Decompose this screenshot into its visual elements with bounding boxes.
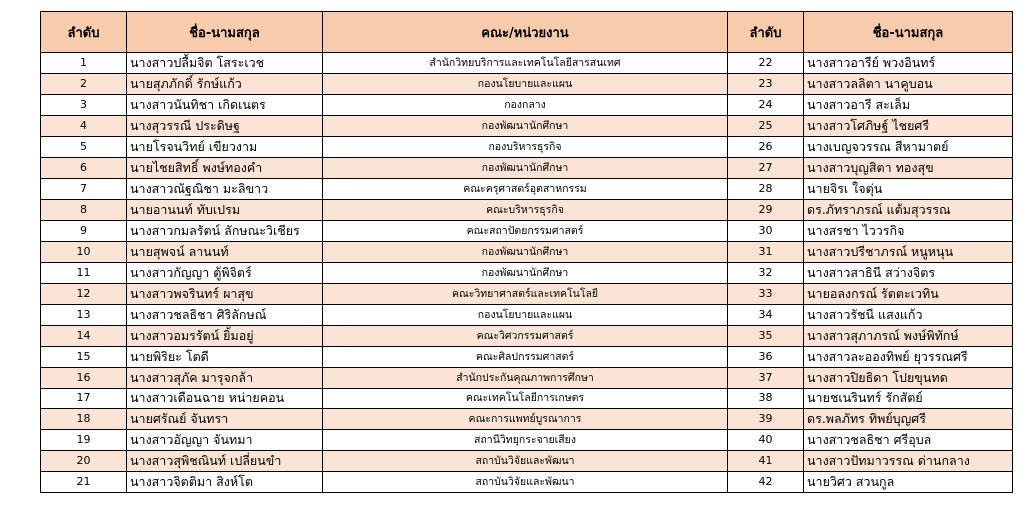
table-row xyxy=(41,241,1013,262)
row-name-left: นายอานนท์ ทับเปรม xyxy=(127,199,323,220)
row-department: กองบริหารธุรกิจ xyxy=(323,136,728,157)
row-order-left: 11 xyxy=(41,262,127,283)
row-department: สถานีวิทยุกระจายเสียง xyxy=(323,430,728,451)
row-order-left: 21 xyxy=(41,472,127,493)
row-order-left: 7 xyxy=(41,178,127,199)
row-order-right: 35 xyxy=(728,325,804,346)
row-order-left: 4 xyxy=(41,115,127,136)
header-name-right: ชื่อ-นามสกุล xyxy=(804,12,1013,53)
row-order-right: 28 xyxy=(728,178,804,199)
row-order-left: 13 xyxy=(41,304,127,325)
row-order-right: 34 xyxy=(728,304,804,325)
participant-table-container xyxy=(40,11,1013,493)
table-row xyxy=(41,451,1013,472)
row-order-right: 39 xyxy=(728,409,804,430)
row-order-right: 25 xyxy=(728,115,804,136)
row-name-right: นางสาวปรีชาภรณ์ หนูหนุน xyxy=(804,241,1013,262)
header-order-right: ลำดับ xyxy=(728,12,804,53)
header-name-left: ชื่อ-นามสกุล xyxy=(127,12,323,53)
row-order-right: 24 xyxy=(728,94,804,115)
table-row xyxy=(41,472,1013,493)
row-order-left: 5 xyxy=(41,136,127,157)
table-row xyxy=(41,325,1013,346)
row-order-left: 12 xyxy=(41,283,127,304)
row-department: สำนักวิทยบริการและเทคโนโลยีสารสนเทศ xyxy=(323,53,728,74)
table-row xyxy=(41,262,1013,283)
row-name-left: นายไชยสิทธิ์ พงษ์ทองคำ xyxy=(127,157,323,178)
row-department: คณะศิลปกรรมศาสตร์ xyxy=(323,346,728,367)
row-name-left: นายโรจนวิทย์ เขียวงาม xyxy=(127,136,323,157)
row-department: สำนักประกันคุณภาพการศึกษา xyxy=(323,367,728,388)
row-name-right: นางสาวอารี สะเล็ม xyxy=(804,94,1013,115)
row-order-left: 10 xyxy=(41,241,127,262)
row-name-left: นางสาวจิตติมา สิงห์โต xyxy=(127,472,323,493)
row-name-left: นางสาวกมลรัตน์ ลักษณะวิเชียร xyxy=(127,220,323,241)
row-order-left: 2 xyxy=(41,73,127,94)
row-order-right: 36 xyxy=(728,346,804,367)
row-order-right: 33 xyxy=(728,283,804,304)
row-department: คณะครุศาสตร์อุตสาหกรรม xyxy=(323,178,728,199)
row-name-right: นายชเนรินทร์ รักสัตย์ xyxy=(804,388,1013,409)
row-order-right: 30 xyxy=(728,220,804,241)
row-name-left: นางสาวสุพิชณินท์ เปลี่ยนขำ xyxy=(127,451,323,472)
row-name-right: นางสรชา ไววรกิจ xyxy=(804,220,1013,241)
row-order-left: 6 xyxy=(41,157,127,178)
table-row xyxy=(41,409,1013,430)
row-name-right: นายวิศว สวนกูล xyxy=(804,472,1013,493)
row-name-left: นางสาวอมรรัตน์ ยิ้มอยู่ xyxy=(127,325,323,346)
row-name-left: นายสุพจน์ ลานนท์ xyxy=(127,241,323,262)
row-order-left: 17 xyxy=(41,388,127,409)
row-order-left: 8 xyxy=(41,199,127,220)
row-name-right: นางสาวโศภิษฐ์ ไชยศรี xyxy=(804,115,1013,136)
row-name-right: นางสาวอารีย์ พวงอินทร์ xyxy=(804,53,1013,74)
row-name-left: นางสาวณัฐณิชา มะลิขาว xyxy=(127,178,323,199)
row-name-right: นางสาวรัชนี แสงแก้ว xyxy=(804,304,1013,325)
table-row xyxy=(41,304,1013,325)
row-name-left: นางสาวกัญญา ตู้พิจิตร์ xyxy=(127,262,323,283)
row-department: คณะสถาปัตยกรรมศาสตร์ xyxy=(323,220,728,241)
row-order-left: 9 xyxy=(41,220,127,241)
row-name-left: นายพิริยะ โตดี xyxy=(127,346,323,367)
table-row xyxy=(41,367,1013,388)
row-name-left: นายศรัณย์ จันทรา xyxy=(127,409,323,430)
row-name-right: นางสาวชลธิชา ศรีอุบล xyxy=(804,430,1013,451)
row-name-left: นางสาวสุภัค มารุจกล้า xyxy=(127,367,323,388)
row-name-right: นายอลงกรณ์ รัตตะเวทิน xyxy=(804,283,1013,304)
row-name-left: นางสาวอัญญา จันทมา xyxy=(127,430,323,451)
row-order-left: 16 xyxy=(41,367,127,388)
row-name-left: นายสุภภักดิ์ รักษ์แก้ว xyxy=(127,73,323,94)
row-name-right: นายจิรเ ใจตุ่น xyxy=(804,178,1013,199)
row-order-right: 26 xyxy=(728,136,804,157)
table-body xyxy=(41,53,1013,493)
row-department: สถาบันวิจัยและพัฒนา xyxy=(323,472,728,493)
table-row xyxy=(41,73,1013,94)
row-name-left: นางสาวชลธิชา ศิริลักษณ์ xyxy=(127,304,323,325)
row-name-right: ดร.ภัทราภรณ์ แต้มสุวรรณ xyxy=(804,199,1013,220)
table-row xyxy=(41,388,1013,409)
row-order-right: 29 xyxy=(728,199,804,220)
row-department: กองพัฒนานักศึกษา xyxy=(323,241,728,262)
row-order-left: 1 xyxy=(41,53,127,74)
table-row xyxy=(41,136,1013,157)
row-department: คณะการแพทย์บูรณาการ xyxy=(323,409,728,430)
row-name-right: นางสาวสาธินี สว่างจิตร xyxy=(804,262,1013,283)
header-row xyxy=(41,12,1013,53)
row-name-right: นางสาวปิยธิดา โปยขุนทด xyxy=(804,367,1013,388)
row-department: คณะบริหารธุรกิจ xyxy=(323,199,728,220)
table-header xyxy=(41,12,1013,53)
row-department: สถาบันวิจัยและพัฒนา xyxy=(323,451,728,472)
table-row xyxy=(41,199,1013,220)
row-order-left: 18 xyxy=(41,409,127,430)
row-order-right: 23 xyxy=(728,73,804,94)
row-department: กองกลาง xyxy=(323,94,728,115)
participant-table xyxy=(40,11,1013,493)
header-order-left: ลำดับ xyxy=(41,12,127,53)
row-name-right: นางสาวปัทมาวรรณ ด่านกลาง xyxy=(804,451,1013,472)
row-department: กองนโยบายและแผน xyxy=(323,73,728,94)
row-name-right: นางสาวบุญสิตา ทองสุข xyxy=(804,157,1013,178)
row-name-right: นางสาวละอองทิพย์ ยุวรรณศรี xyxy=(804,346,1013,367)
table-row xyxy=(41,115,1013,136)
table-row xyxy=(41,94,1013,115)
row-name-right: นางเบญจวรรณ สีหามาตย์ xyxy=(804,136,1013,157)
table-row xyxy=(41,346,1013,367)
row-order-left: 15 xyxy=(41,346,127,367)
table-row xyxy=(41,430,1013,451)
row-order-right: 38 xyxy=(728,388,804,409)
row-name-right: นางสาวลลิตา นาคูบอน xyxy=(804,73,1013,94)
row-order-right: 40 xyxy=(728,430,804,451)
row-name-left: นางสุวรรณี ประดิษฐ xyxy=(127,115,323,136)
row-department: กองพัฒนานักศึกษา xyxy=(323,157,728,178)
row-name-left: นางสาวปลื้มจิต โสระเวช xyxy=(127,53,323,74)
row-name-left: นางสาวพจรินทร์ ผาสุข xyxy=(127,283,323,304)
table-row xyxy=(41,220,1013,241)
row-order-right: 32 xyxy=(728,262,804,283)
row-department: กองพัฒนานักศึกษา xyxy=(323,115,728,136)
row-order-right: 31 xyxy=(728,241,804,262)
row-order-left: 14 xyxy=(41,325,127,346)
row-name-left: นางสาวนันทิชา เกิดเนตร xyxy=(127,94,323,115)
header-department: คณะ/หน่วยงาน xyxy=(323,12,728,53)
row-order-left: 3 xyxy=(41,94,127,115)
row-department: คณะวิทยาศาสตร์และเทคโนโลยี xyxy=(323,283,728,304)
table-row xyxy=(41,53,1013,74)
row-department: กองพัฒนานักศึกษา xyxy=(323,262,728,283)
row-order-right: 27 xyxy=(728,157,804,178)
row-name-right: นางสาวสุภาภรณ์ พงษ์พิทักษ์ xyxy=(804,325,1013,346)
row-order-right: 37 xyxy=(728,367,804,388)
row-department: คณะวิศวกรรมศาสตร์ xyxy=(323,325,728,346)
table-row xyxy=(41,283,1013,304)
row-order-left: 20 xyxy=(41,451,127,472)
row-name-left: นางสาวเดือนฉาย หน่ายคอน xyxy=(127,388,323,409)
row-department: กองนโยบายและแผน xyxy=(323,304,728,325)
row-order-left: 19 xyxy=(41,430,127,451)
row-order-right: 41 xyxy=(728,451,804,472)
table-row xyxy=(41,157,1013,178)
row-name-right: ดร.พลภัทร ทิพย์บุญศรี xyxy=(804,409,1013,430)
row-order-right: 22 xyxy=(728,53,804,74)
row-department: คณะเทคโนโลยีการเกษตร xyxy=(323,388,728,409)
row-order-right: 42 xyxy=(728,472,804,493)
table-row xyxy=(41,178,1013,199)
